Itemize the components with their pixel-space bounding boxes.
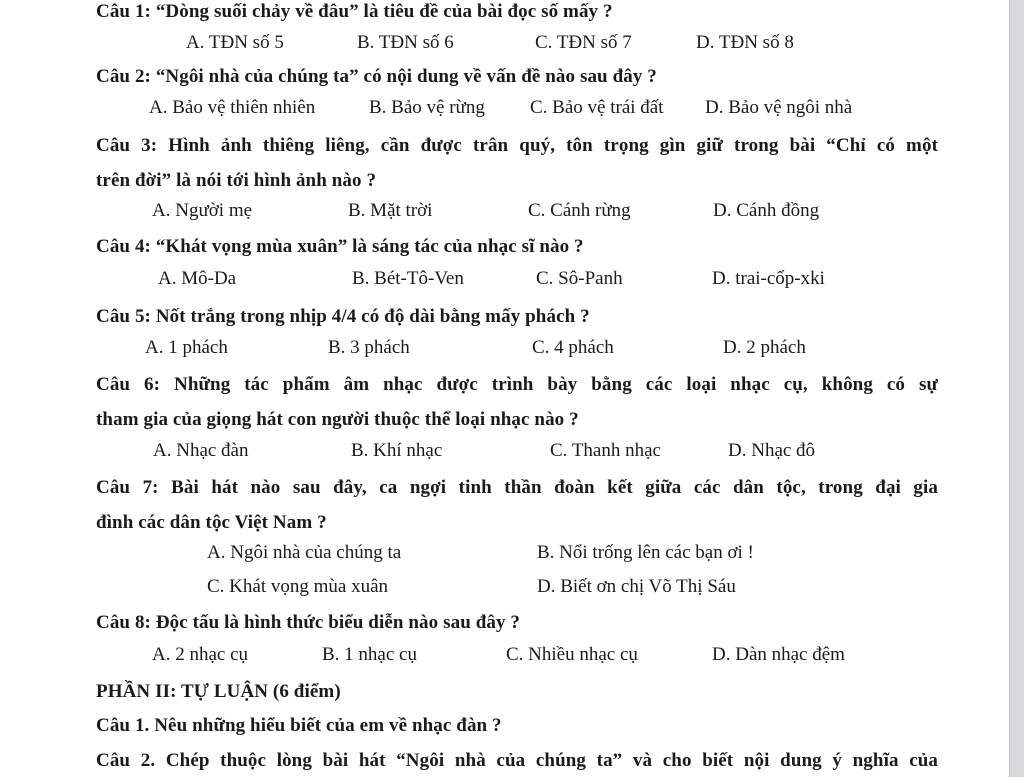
q7-option-b: B. Nổi trống lên các bạn ơi ! <box>537 542 754 563</box>
essay-question-2: Câu 2. Chép thuộc lòng bài hát “Ngôi nhà của chúng ta” và cho biết nội dung ý nghĩa của <box>96 750 938 771</box>
q6-option-b: B. Khí nhạc <box>351 440 443 461</box>
section-2-heading: PHẦN II: TỰ LUẬN (6 điểm) <box>96 681 341 702</box>
q3-option-b: B. Mặt trời <box>348 200 433 221</box>
question-6-line-2: tham gia của giọng hát con người thuộc thể loại nhạc nào ? <box>96 409 579 430</box>
q3-option-d: D. Cánh đồng <box>713 200 820 221</box>
q2-option-a: A. Bảo vệ thiên nhiên <box>149 97 316 118</box>
essay-question-1: Câu 1. Nêu những hiểu biết của em về nhạc đàn ? <box>96 715 502 736</box>
q3-option-a: A. Người mẹ <box>152 200 253 221</box>
question-4: Câu 4: “Khát vọng mùa xuân” là sáng tác của nhạc sĩ nào ? <box>96 236 584 257</box>
question-2: Câu 2: “Ngôi nhà của chúng ta” có nội dung về vấn đề nào sau đây ? <box>96 66 657 87</box>
q6-option-a: A. Nhạc đàn <box>153 440 249 461</box>
q4-option-b: B. Bét-Tô-Ven <box>352 268 464 289</box>
question-3-line-2: trên đời” là nói tới hình ảnh nào ? <box>96 170 377 191</box>
question-7-line-2: đình các dân tộc Việt Nam ? <box>96 512 327 533</box>
question-6-line-1: Câu 6: Những tác phẩm âm nhạc được trình bày bằng các loại nhạc cụ, không có sự <box>96 374 938 395</box>
q8-option-a: A. 2 nhạc cụ <box>152 644 249 665</box>
q2-option-c: C. Bảo vệ trái đất <box>530 97 664 118</box>
question-7-line-1: Câu 7: Bài hát nào sau đây, ca ngợi tinh thần đoàn kết giữa các dân tộc, trong đại gia <box>96 477 938 498</box>
q6-option-c: C. Thanh nhạc <box>550 440 661 461</box>
q8-option-c: C. Nhiều nhạc cụ <box>506 644 638 665</box>
question-1: Câu 1: “Dòng suối chảy về đâu” là tiêu đề của bài đọc số mấy ? <box>96 1 613 22</box>
q7-option-d: D. Biết ơn chị Võ Thị Sáu <box>537 576 736 597</box>
q2-option-b: B. Bảo vệ rừng <box>369 97 485 118</box>
page-edge <box>1009 0 1024 777</box>
q1-option-a: A. TĐN số 5 <box>186 32 284 53</box>
q3-option-c: C. Cánh rừng <box>528 200 631 221</box>
q8-option-b: B. 1 nhạc cụ <box>322 644 417 665</box>
q5-option-c: C. 4 phách <box>532 337 614 358</box>
question-8: Câu 8: Độc tấu là hình thức biểu diễn nào sau đây ? <box>96 612 521 633</box>
q5-option-d: D. 2 phách <box>723 337 806 358</box>
q1-option-d: D. TĐN số 8 <box>696 32 794 53</box>
q4-option-a: A. Mô-Da <box>158 268 237 289</box>
q6-option-d: D. Nhạc đô <box>728 440 816 461</box>
question-5: Câu 5: Nốt trắng trong nhịp 4/4 có độ dài bằng mấy phách ? <box>96 306 590 327</box>
q7-option-c: C. Khát vọng mùa xuân <box>207 576 389 597</box>
q5-option-b: B. 3 phách <box>328 337 410 358</box>
q7-option-a: A. Ngôi nhà của chúng ta <box>207 542 402 563</box>
q5-option-a: A. 1 phách <box>145 337 228 358</box>
q2-option-d: D. Bảo vệ ngôi nhà <box>705 97 853 118</box>
q4-option-c: C. Sô-Panh <box>536 268 623 289</box>
question-3-line-1: Câu 3: Hình ảnh thiêng liêng, cần được trân quý, tôn trọng gìn giữ trong bài “Chỉ có một <box>96 135 938 156</box>
q4-option-d: D. trai-cốp-xki <box>712 268 825 289</box>
q1-option-b: B. TĐN số 6 <box>357 32 454 53</box>
q1-option-c: C. TĐN số 7 <box>535 32 632 53</box>
q8-option-d: D. Dàn nhạc đệm <box>712 644 845 665</box>
